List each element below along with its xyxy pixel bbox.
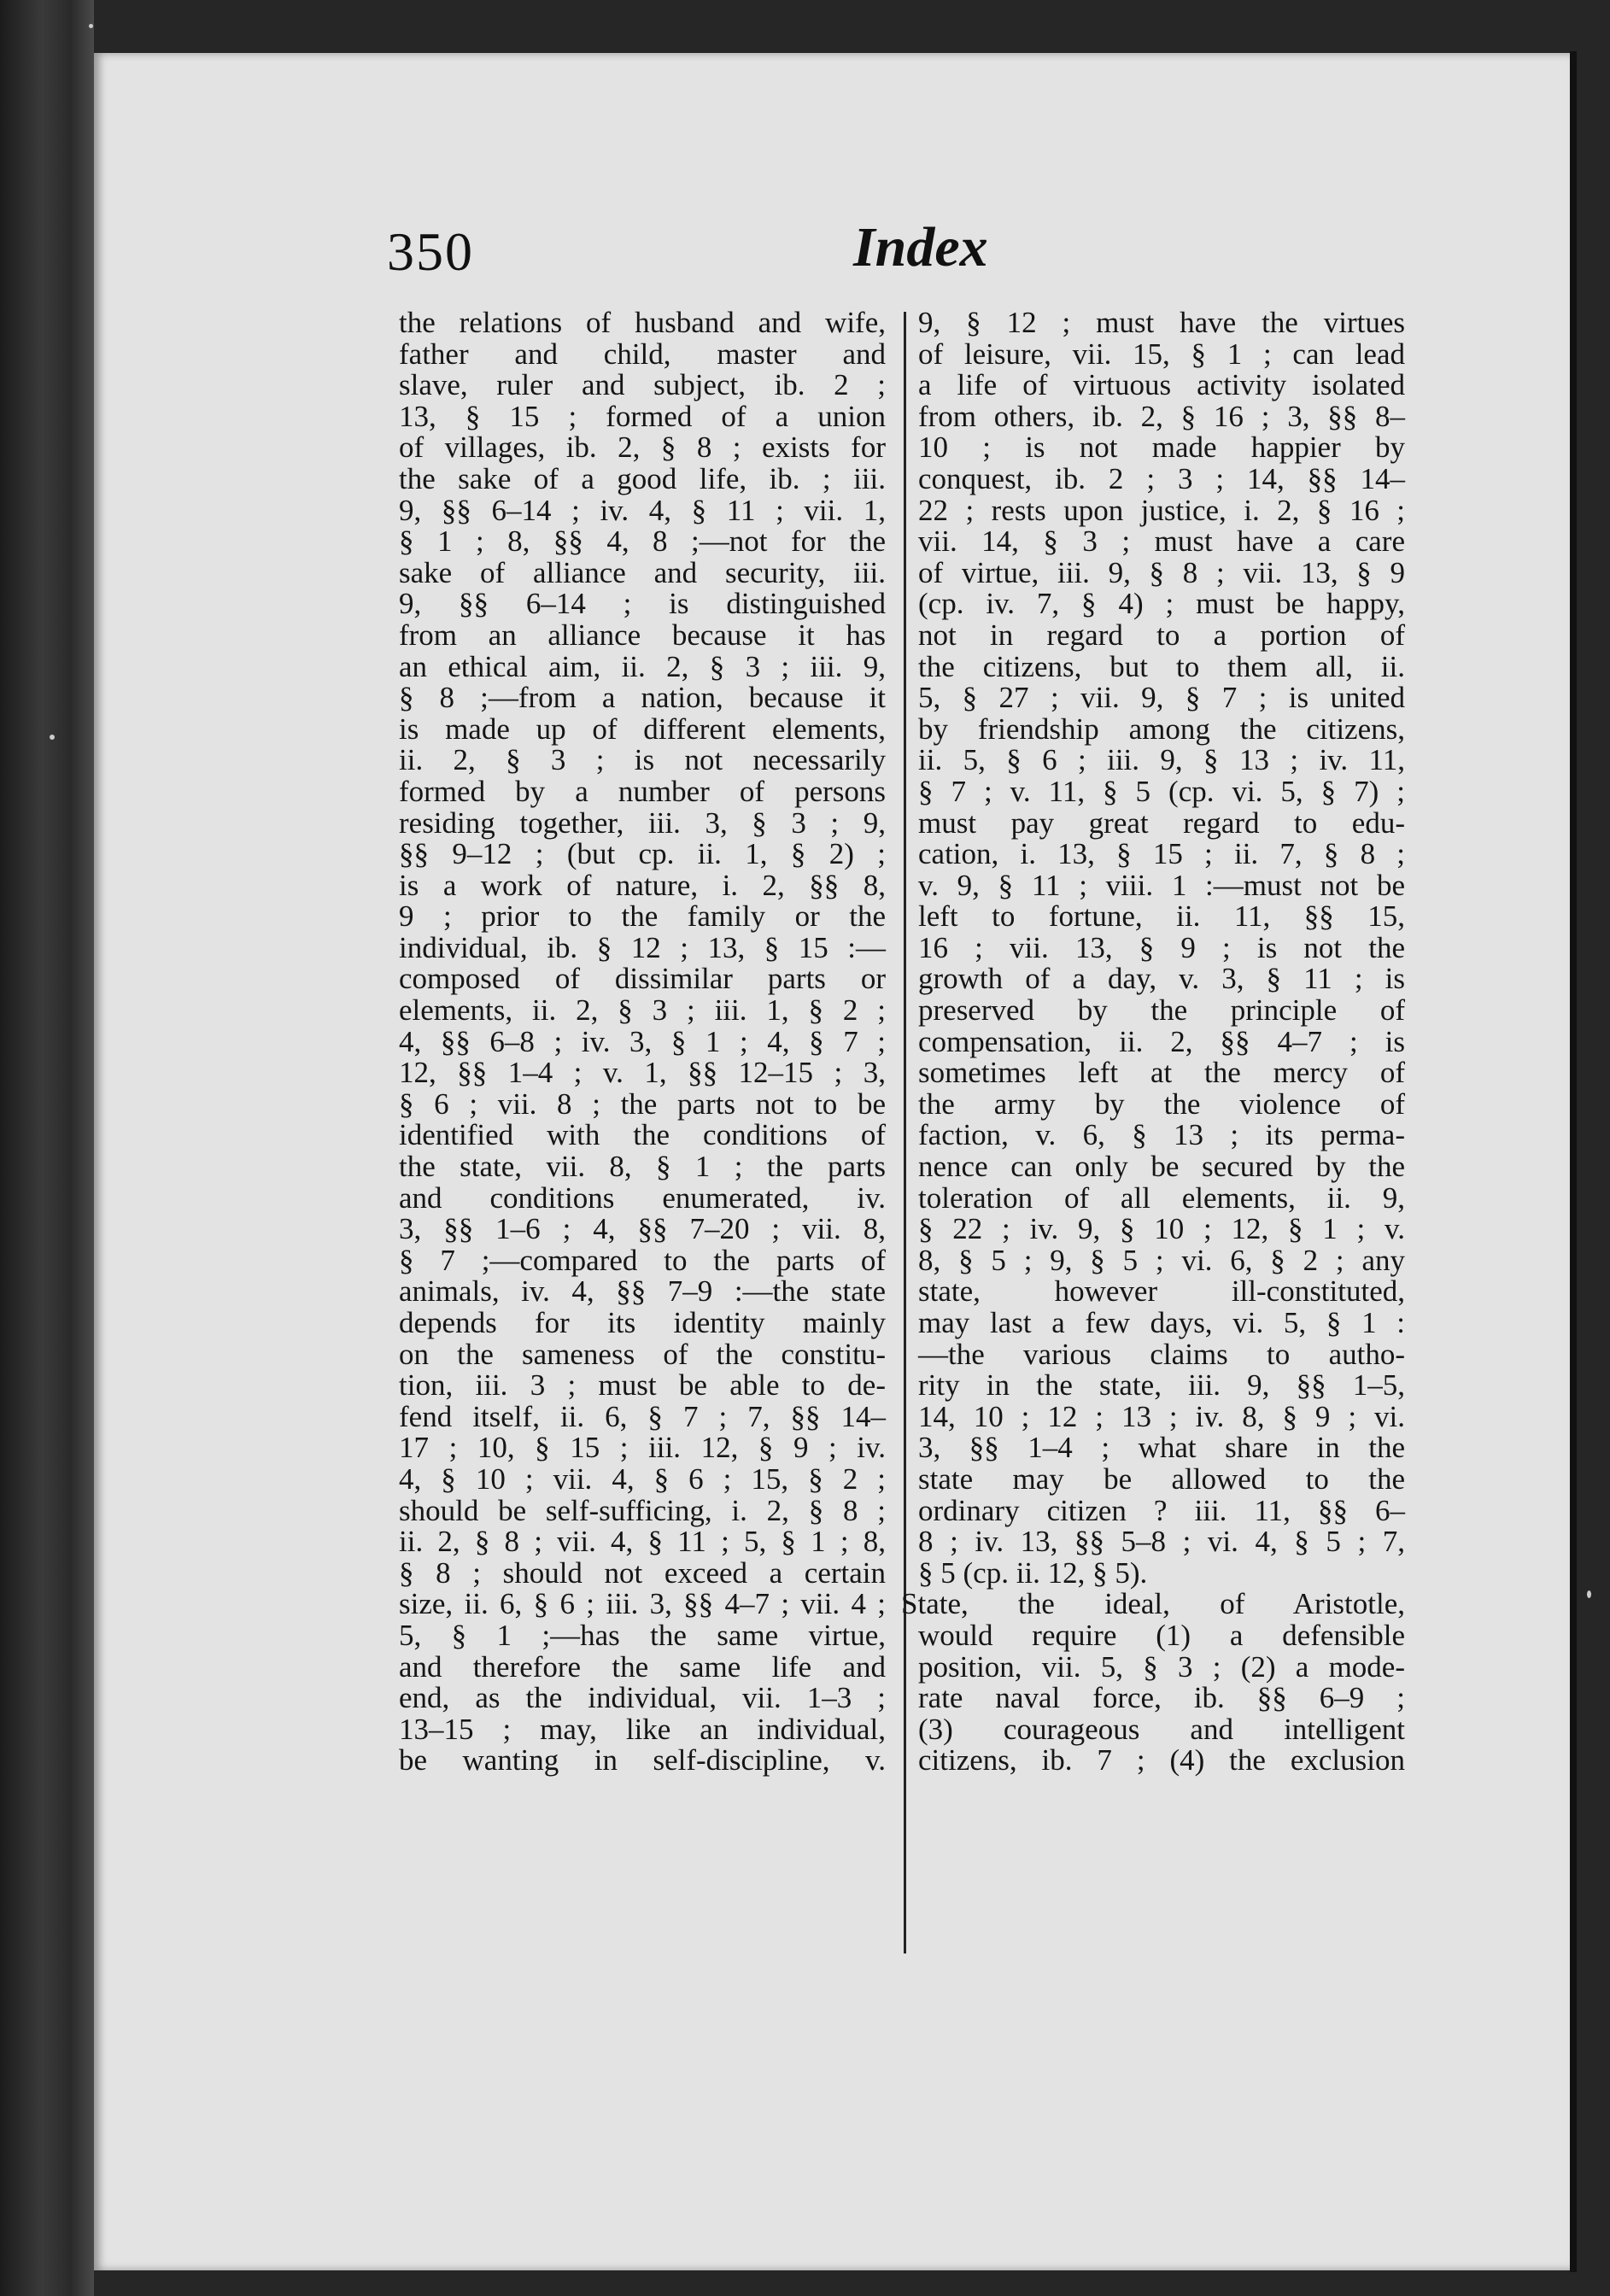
index-line: residing together, iii. 3, § 3 ; 9, [399,805,886,840]
index-line: citizens, ib. 7 ; (4) the exclusion [918,1743,1405,1778]
index-line: § 6 ; vii. 8 ; the parts not to be [399,1086,886,1121]
index-line: —the various claims to autho- [918,1337,1405,1371]
book-binding-edge [0,0,94,2296]
index-line: § 22 ; iv. 9, § 10 ; 12, § 1 ; v. [918,1212,1405,1246]
index-line: preserved by the principle of [918,993,1405,1028]
index-line: would require (1) a defensible [918,1618,1405,1652]
scan-speck [1587,1590,1591,1598]
index-line: 3, §§ 1–6 ; 4, §§ 7–20 ; vii. 8, [399,1212,886,1246]
index-line: 12, §§ 1–4 ; v. 1, §§ 12–15 ; 3, [399,1056,886,1090]
index-line: 14, 10 ; 12 ; 13 ; iv. 8, § 9 ; vi. [918,1399,1405,1433]
column-divider [904,312,906,1953]
index-line: compensation, ii. 2, §§ 4–7 ; is [918,1024,1405,1058]
index-line: faction, v. 6, § 13 ; its perma- [918,1118,1405,1152]
index-line: (3) courageous and intelligent [918,1712,1405,1746]
index-line: the relations of husband and wife, [399,306,886,339]
index-line: formed by a number of persons [399,774,886,808]
index-line: 5, § 27 ; vii. 9, § 7 ; is united [918,681,1405,715]
index-line: vii. 14, § 3 ; must have a care [918,524,1405,559]
index-line: state may be allowed to the [918,1461,1405,1496]
index-line: depends for its identity mainly [399,1306,886,1339]
index-line: § 1 ; 8, §§ 4, 8 ;—not for the [399,524,886,559]
scan-speck [50,735,55,740]
index-line: and conditions enumerated, iv. [399,1180,886,1215]
index-line: § 8 ; should not exceed a certain [399,1555,886,1590]
index-line: fend itself, ii. 6, § 7 ; 7, §§ 14– [399,1399,886,1433]
index-line: left to fortune, ii. 11, §§ 15, [918,899,1405,934]
index-line: sometimes left at the mercy of [918,1056,1405,1090]
index-line: must pay great regard to edu- [918,805,1405,840]
index-line: (cp. iv. 7, § 4) ; must be happy, [918,587,1405,621]
index-line: 13–15 ; may, like an individual, [399,1712,886,1746]
index-line: an ethical aim, ii. 2, § 3 ; iii. 9, [399,649,886,683]
index-line: animals, iv. 4, §§ 7–9 :—the state [399,1274,886,1309]
index-line: ii. 2, § 3 ; is not necessarily [399,743,886,777]
index-line: sake of alliance and security, iii. [399,555,886,589]
index-line: elements, ii. 2, § 3 ; iii. 1, § 2 ; [399,993,886,1028]
left-index-column [399,308,886,1777]
page-number: 350 [387,221,474,282]
index-line: 4, §§ 6–8 ; iv. 3, § 1 ; 4, § 7 ; [399,1024,886,1058]
index-line: not in regard to a portion of [918,618,1405,652]
index-line: 13, § 15 ; formed of a union [399,399,886,433]
index-line: ordinary citizen ? iii. 11, §§ 6– [918,1493,1405,1527]
index-line: growth of a day, v. 3, § 11 ; is [918,962,1405,996]
index-line: § 5 (cp. ii. 12, § 5). [918,1555,1148,1590]
index-line: 3, §§ 1–4 ; what share in the [918,1431,1405,1465]
right-index-column [901,306,1405,1778]
index-line: §§ 9–12 ; (but cp. ii. 1, § 2) ; [399,837,886,871]
index-line: position, vii. 5, § 3 ; (2) a mode- [918,1649,1405,1684]
index-entry-heading-line: State, the ideal, of Aristotle, [901,1587,1405,1621]
index-line: 5, § 1 ;—has the same virtue, [399,1618,886,1652]
index-line: of virtue, iii. 9, § 8 ; vii. 13, § 9 [918,555,1405,589]
index-line: 9, §§ 6–14 ; iv. 4, § 11 ; vii. 1, [399,493,886,527]
index-line: and therefore the same life and [399,1649,886,1684]
index-line: 8 ; iv. 13, §§ 5–8 ; vi. 4, § 5 ; 7, [918,1525,1405,1559]
running-head: Index [853,216,988,278]
index-line: end, as the individual, vii. 1–3 ; [399,1681,886,1715]
index-line: 16 ; vii. 13, § 9 ; is not the [918,930,1405,964]
index-line: be wanting in self-discipline, v. [399,1743,886,1778]
index-line: 8, § 5 ; 9, § 5 ; vi. 6, § 2 ; any [918,1243,1405,1277]
index-line: from an alliance because it has [399,618,886,652]
index-line: ii. 2, § 8 ; vii. 4, § 11 ; 5, § 1 ; 8, [399,1525,886,1559]
index-line: the citizens, but to them all, ii. [918,649,1405,683]
index-line: conquest, ib. 2 ; 3 ; 14, §§ 14– [918,461,1405,495]
index-line: composed of dissimilar parts or [399,962,886,996]
index-line: cation, i. 13, § 15 ; ii. 7, § 8 ; [918,837,1405,871]
index-line: the army by the violence of [918,1086,1405,1121]
index-line: of villages, ib. 2, § 8 ; exists for [399,430,886,465]
index-line: rate naval force, ib. §§ 6–9 ; [918,1681,1405,1715]
index-line: 9 ; prior to the family or the [399,899,886,934]
index-line: size, ii. 6, § 6 ; iii. 3, §§ 4–7 ; vii. 4 ; [399,1587,886,1621]
index-line: 9, § 12 ; must have the virtues [918,306,1405,339]
index-line: 22 ; rests upon justice, i. 2, § 16 ; [918,493,1405,527]
index-line: § 7 ; v. 11, § 5 (cp. vi. 5, § 7) ; [918,774,1405,808]
scan-speck [89,24,93,28]
index-line: may last a few days, vi. 5, § 1 : [918,1306,1405,1339]
index-line: 4, § 10 ; vii. 4, § 6 ; 15, § 2 ; [399,1461,886,1496]
index-line: toleration of all elements, ii. 9, [918,1180,1405,1215]
index-line: rity in the state, iii. 9, §§ 1–5, [918,1368,1405,1403]
index-line: 9, §§ 6–14 ; is distinguished [399,587,886,621]
index-line: should be self-sufficing, i. 2, § 8 ; [399,1493,886,1527]
index-line: on the sameness of the constitu- [399,1337,886,1371]
index-line: § 8 ;—from a nation, because it [399,681,886,715]
index-line: the sake of a good life, ib. ; iii. [399,461,886,495]
index-line: 17 ; 10, § 15 ; iii. 12, § 9 ; iv. [399,1431,886,1465]
index-line: individual, ib. § 12 ; 13, § 15 :— [399,930,886,964]
index-line: is a work of nature, i. 2, §§ 8, [399,868,886,902]
index-line: a life of virtuous activity isolated [918,368,1405,402]
index-line: the state, vii. 8, § 1 ; the parts [399,1150,886,1184]
index-line: of leisure, vii. 15, § 1 ; can lead [918,337,1405,371]
index-line: 10 ; is not made happier by [918,430,1405,465]
index-line: slave, ruler and subject, ib. 2 ; [399,368,886,402]
index-line: ii. 5, § 6 ; iii. 9, § 13 ; iv. 11, [918,743,1405,777]
index-line: is made up of different elements, [399,712,886,746]
index-line: identified with the conditions of [399,1118,886,1152]
index-line: father and child, master and [399,337,886,371]
index-line: § 7 ;—compared to the parts of [399,1243,886,1277]
index-line: nence can only be secured by the [918,1150,1405,1184]
right-page-edge [1570,51,1577,2272]
index-line: from others, ib. 2, § 16 ; 3, §§ 8– [918,399,1405,433]
index-line: state, however ill-constituted, [918,1274,1405,1309]
index-line: tion, iii. 3 ; must be able to de- [399,1368,886,1403]
index-line: v. 9, § 11 ; viii. 1 :—must not be [918,868,1405,902]
index-line: by friendship among the citizens, [918,712,1405,746]
